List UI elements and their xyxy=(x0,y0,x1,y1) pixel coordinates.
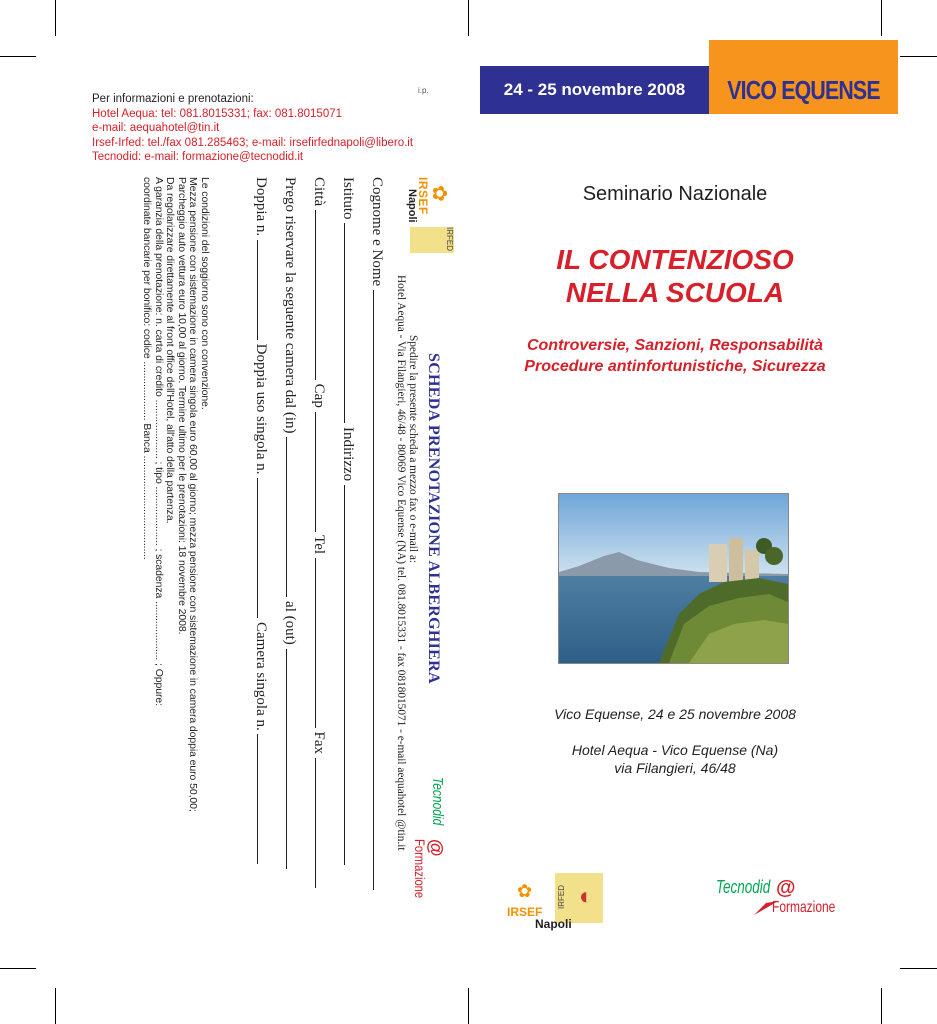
field-cognome-nome[interactable] xyxy=(368,177,386,890)
booking-conditions xyxy=(140,177,210,812)
at-icon: @ xyxy=(426,839,446,857)
tecnodid-formazione-logo xyxy=(712,873,852,923)
field-label: Prego riservare la seguente camera dal (in) xyxy=(282,177,298,434)
form-title: SCHEDA PRENOTAZIONE ALBERGHIERA xyxy=(425,353,442,684)
field-label: Città xyxy=(311,177,327,207)
info-line: e-mail: aequahotel@tin.it xyxy=(92,122,220,135)
crop-mark xyxy=(881,0,882,36)
info-title: Per informazioni e prenotazioni: xyxy=(92,93,254,105)
tecnodid-logo-text: Tecnodid xyxy=(429,777,446,826)
irfed-logo-text: IRFED xyxy=(557,885,566,909)
irsef-logo-text: IRSEF xyxy=(416,177,430,215)
field-line xyxy=(315,412,328,532)
irfed-logo-text: IRFED xyxy=(445,227,454,251)
irsef-irfed-logo xyxy=(404,177,454,257)
venue-street: via Filangieri, 46/48 xyxy=(614,760,736,776)
field-line xyxy=(286,649,299,869)
crop-mark xyxy=(0,56,36,57)
info-line: Irsef-Irfed: tel./fax 081.285463; e-mail: irsefirfednapoli@libero.it xyxy=(92,136,414,149)
field-line xyxy=(373,290,386,890)
irsef-logo-text: IRSEF xyxy=(507,905,543,919)
condition-line: coordinate bancarie per bonifico: codice ..................... Banca ..................................... xyxy=(141,177,154,560)
subtitle xyxy=(480,335,870,377)
field-line xyxy=(344,485,357,865)
irsef-swirl-icon: ✿ xyxy=(517,881,533,901)
tecnodid-logo-text: Tecnodid xyxy=(716,877,771,897)
field-line xyxy=(315,758,328,888)
field-label: Cognome e Nome xyxy=(369,177,385,287)
subtitle-line: Controversie, Sanzioni, Responsabilità xyxy=(526,337,824,354)
main-title xyxy=(480,243,870,309)
venue-date: Vico Equense, 24 e 25 novembre 2008 xyxy=(554,706,796,722)
field-camere[interactable] xyxy=(252,177,270,864)
field-label: Istituto xyxy=(340,177,356,220)
condition-line: Le condizioni del soggiorno sono con convenzione. xyxy=(199,177,211,410)
subtitle-line: Procedure antinfortunistiche, Sicurezza xyxy=(524,358,826,375)
irsef-swirl-icon: ✿ xyxy=(428,185,450,202)
crop-mark xyxy=(900,968,937,969)
at-icon: @ xyxy=(776,877,796,899)
field-label: Cap xyxy=(311,383,327,408)
crop-mark xyxy=(881,988,882,1024)
field-line xyxy=(257,478,270,618)
event-place: VICO EQUENSE xyxy=(727,75,880,105)
crop-mark xyxy=(468,0,469,36)
landscape-photo-art xyxy=(559,494,788,663)
field-label: Fax xyxy=(311,731,327,755)
field-line xyxy=(315,558,328,728)
seminar-label: Seminario Nazionale xyxy=(582,183,768,205)
title-line: NELLA SCUOLA xyxy=(565,277,785,308)
field-line xyxy=(286,437,299,597)
formazione-logo-text: Formazione xyxy=(772,899,836,916)
crop-mark xyxy=(55,0,56,36)
field-citta[interactable] xyxy=(310,177,328,888)
swoosh-icon xyxy=(754,901,778,915)
landscape-photo xyxy=(558,493,789,664)
condition-line: A garanzia della prenotazione: n. carta di credito ..................... ; tipo ..................... ; scadenza ..................... ; Oppure: xyxy=(152,177,165,706)
title-line: IL CONTENZIOSO xyxy=(556,244,794,275)
field-label: al (out) xyxy=(282,601,298,645)
info-line: Hotel Aequa: tel: 081.8015331; fax: 081.8015071 xyxy=(92,107,343,120)
irsef-irfed-logo-bottom xyxy=(495,873,607,933)
condition-line: Da regolarizzare direttamente al front office dell'Hotel, all'atto della partenza. xyxy=(164,177,177,524)
form-instructions xyxy=(395,275,419,851)
tecnodid-logo xyxy=(406,777,446,897)
formazione-logo-text: Formazione xyxy=(412,839,428,899)
irfed-emblem-icon: ◐ xyxy=(579,883,594,910)
info-line: Tecnodid: e-mail: formazione@tecnodid.it xyxy=(92,151,304,164)
field-line xyxy=(257,240,270,340)
booking-form xyxy=(96,177,456,937)
condition-line: Mezza pensione con sistemazione in camera singola euro 60,00 al giorno; mezza pensione con sistemazione in camera doppia euro 50,00; xyxy=(187,177,200,812)
field-istituto[interactable] xyxy=(339,177,357,865)
crop-mark xyxy=(55,988,56,1024)
napoli-logo-text: Napoli xyxy=(406,189,418,223)
field-label: Tel xyxy=(311,535,327,555)
crop-mark xyxy=(0,968,36,969)
crop-mark xyxy=(900,56,937,57)
instructions-line: Hotel Aequa - Via Filangieri, 46/48 - 80069 Vico Equense (NA) tel. 081.8015331 - fax 0818015071 - e-mail aequahotel @tin.it xyxy=(395,275,407,851)
field-label: Doppia uso singola n. xyxy=(253,343,269,475)
instructions-line: Spedire la presente scheda a mezzo fax o e-mail a: xyxy=(407,335,419,564)
contact-info xyxy=(92,92,413,165)
condition-line: Parcheggio auto vettura euro 10,00 al giorno. Termine ultimo per le prenotazioni: 18 novembre 2008. xyxy=(175,177,188,635)
field-label: Doppia n. xyxy=(253,177,269,237)
field-line xyxy=(315,210,328,380)
napoli-logo-text: Napoli xyxy=(535,917,572,931)
crop-mark xyxy=(468,988,469,1024)
field-label: Camera singola n. xyxy=(253,622,269,731)
event-date: 24 - 25 novembre 2008 xyxy=(503,80,686,99)
ip-mark: i.p. xyxy=(418,86,429,95)
field-label: Indirizzo xyxy=(340,427,356,482)
venue-hotel: Hotel Aequa - Vico Equense (Na) xyxy=(571,742,779,758)
field-line xyxy=(344,223,357,423)
field-line xyxy=(257,734,270,864)
field-date[interactable] xyxy=(281,177,299,869)
